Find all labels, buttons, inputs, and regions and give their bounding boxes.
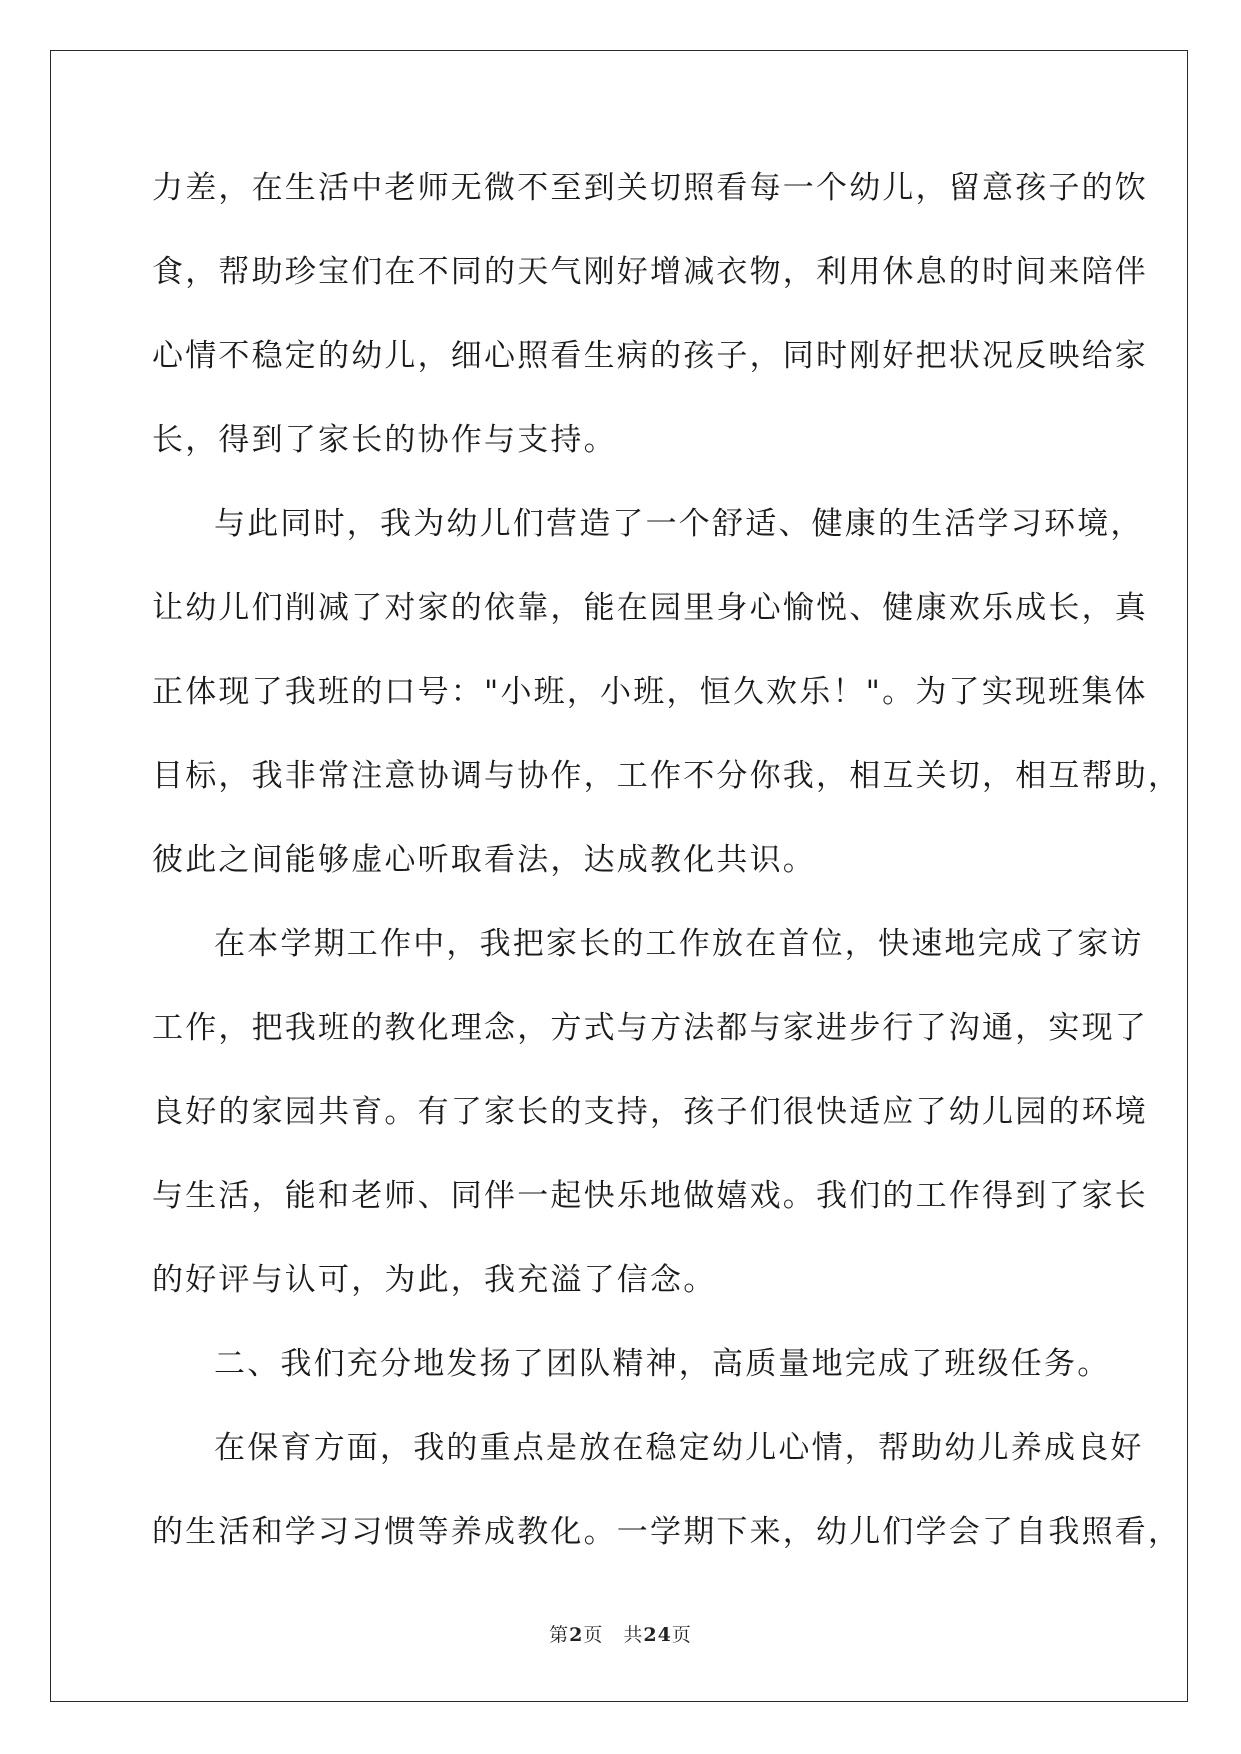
text-line: 心情不稳定的幼儿，细心照看生病的孩子，同时刚好把状况反映给家: [152, 338, 1148, 374]
page-footer: [0, 1620, 1241, 1647]
text-line: 的生活和学习习惯等养成教化。一学期下来，幼儿们学会了自我照看，: [152, 1514, 1182, 1550]
text-line: 食，帮助珍宝们在不同的天气刚好增减衣物，利用休息的时间来陪伴: [152, 254, 1148, 290]
text-line: 目标，我非常注意协调与协作，工作不分你我，相互关切，相互帮助，: [152, 758, 1182, 794]
document-body: [152, 158, 1182, 1586]
text-line: 彼此之间能够虚心听取看法，达成教化共识。: [152, 842, 816, 878]
text-line: 力差，在生活中老师无微不至到关切照看每一个幼儿，留意孩子的饮: [152, 170, 1148, 206]
text-line: 与生活，能和老师、同伴一起快乐地做嬉戏。我们的工作得到了家长: [152, 1178, 1148, 1214]
text-line: 工作，把我班的教化理念，方式与方法都与家进步行了沟通，实现了: [152, 1010, 1148, 1046]
text-line: 的好评与认可，为此，我充溢了信念。: [152, 1262, 717, 1298]
text-line: 让幼儿们削减了对家的依靠，能在园里身心愉悦、健康欢乐成长，真: [152, 590, 1148, 626]
page-number: 2: [569, 1624, 584, 1646]
page-prefix: 第: [549, 1624, 570, 1646]
paragraph-first-line: 在保育方面，我的重点是放在稳定幼儿心情，帮助幼儿养成良好: [214, 1430, 1144, 1466]
text-line: 长，得到了家长的协作与支持。: [152, 422, 617, 458]
page-mid: 页 共: [583, 1624, 644, 1646]
text-line: 正体现了我班的口号："小班，小班，恒久欢乐！"。为了实现班集体: [152, 674, 1148, 710]
page-suffix: 页: [671, 1624, 692, 1646]
paragraph-first-line: 与此同时，我为幼儿们营造了一个舒适、健康的生活学习环境，: [214, 506, 1144, 542]
section-heading: 二、我们充分地发扬了团队精神，高质量地完成了班级任务。: [214, 1346, 1111, 1382]
text-line: 良好的家园共育。有了家长的支持，孩子们很快适应了幼儿园的环境: [152, 1094, 1148, 1130]
page-total: 24: [643, 1624, 672, 1646]
paragraph-first-line: 在本学期工作中，我把家长的工作放在首位，快速地完成了家访: [214, 926, 1144, 962]
